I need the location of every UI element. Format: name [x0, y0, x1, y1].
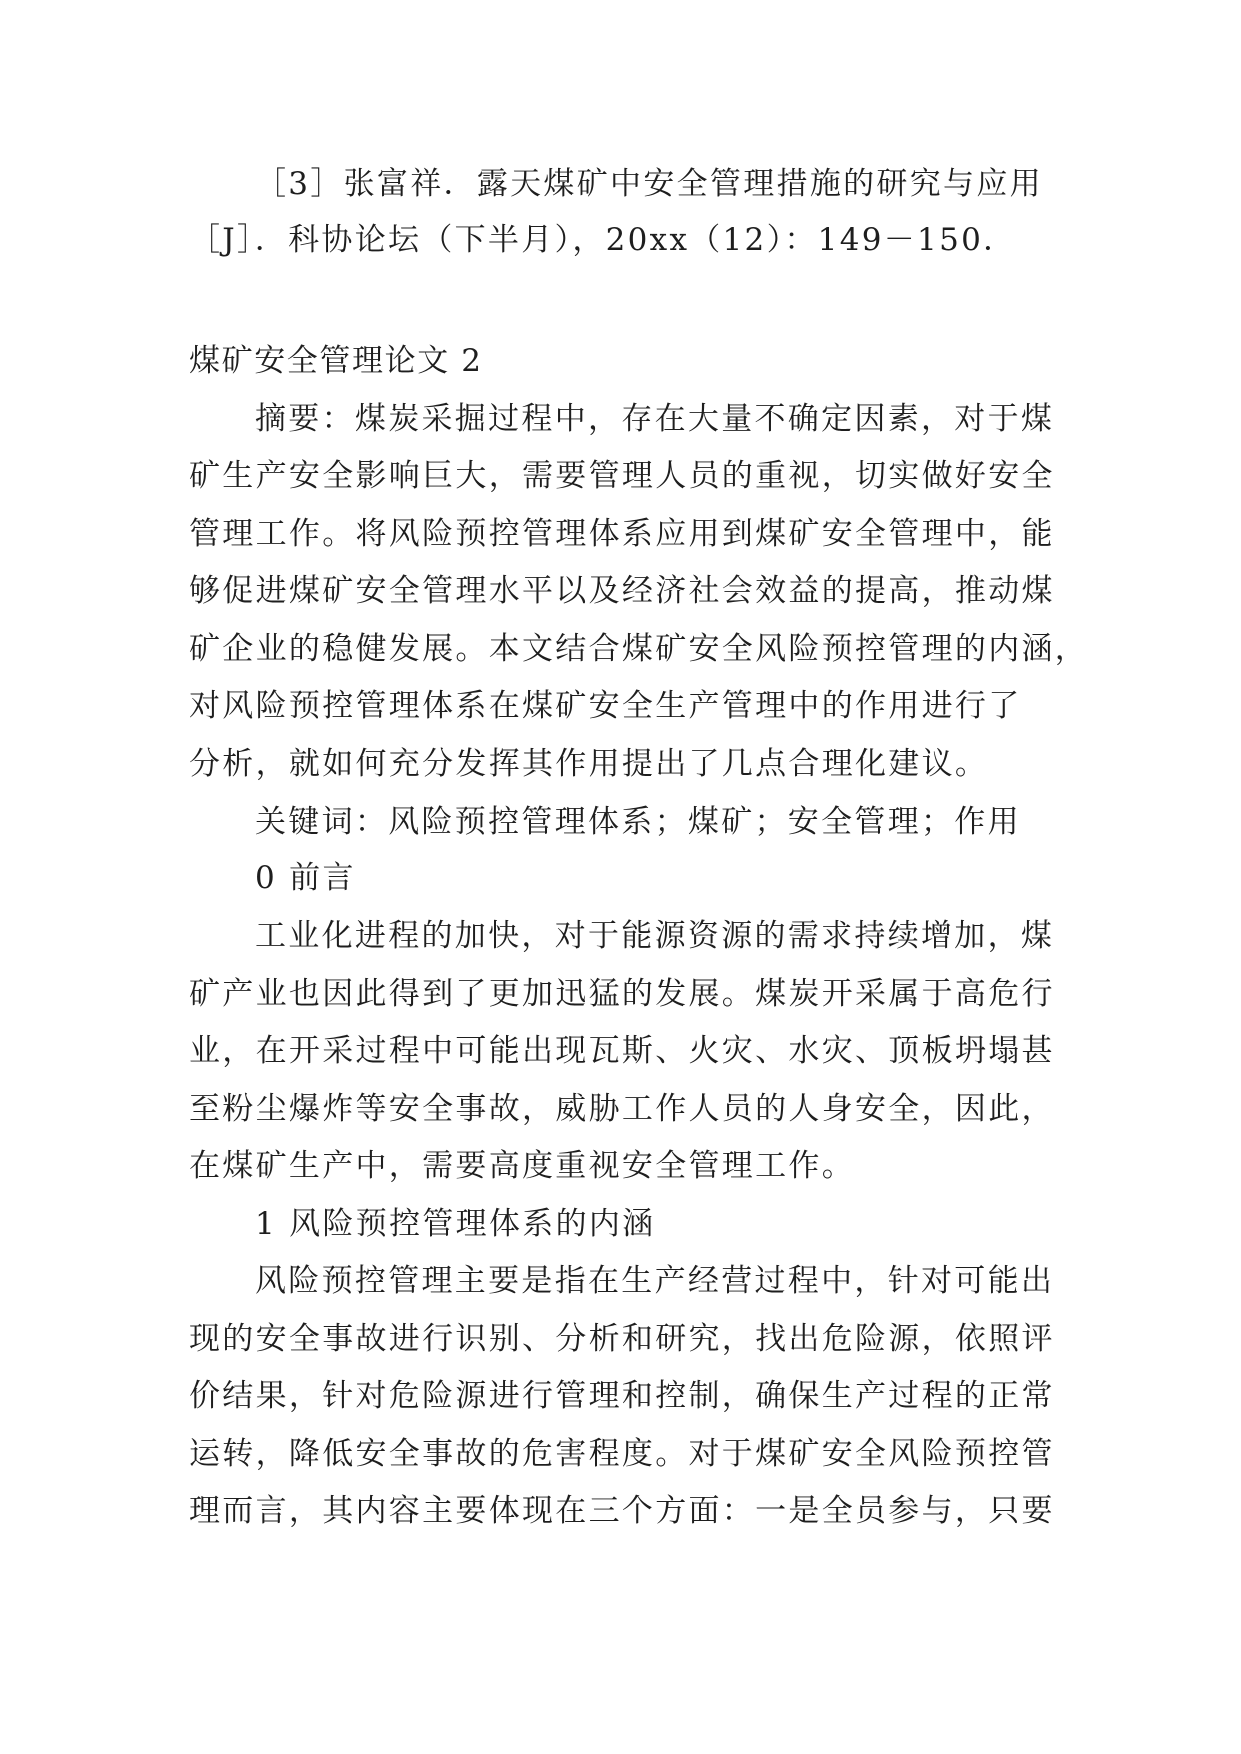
abstract-line: 摘要：煤炭采掘过程中，存在大量不确定因素，对于煤 [255, 401, 1055, 437]
abstract-line: 分析，就如何充分发挥其作用提出了几点合理化建议。 [189, 746, 989, 782]
paragraph-line: 业，在开采过程中可能出现瓦斯、火灾、水灾、顶板坍塌甚 [189, 1033, 1055, 1069]
paragraph-line: 矿产业也因此得到了更加迅猛的发展。煤炭开采属于高危行 [189, 976, 1055, 1012]
abstract-line: 矿生产安全影响巨大，需要管理人员的重视，切实做好安全 [189, 458, 1055, 494]
paragraph-line: 在煤矿生产中，需要高度重视安全管理工作。 [189, 1148, 855, 1184]
abstract-line: 够促进煤矿安全管理水平以及经济社会效益的提高，推动煤 [189, 573, 1055, 609]
abstract-line: 对风险预控管理体系在煤矿安全生产管理中的作用进行了 [189, 688, 1022, 724]
paragraph-line: 至粉尘爆炸等安全事故，威胁工作人员的人身安全，因此， [189, 1091, 1055, 1127]
paragraph-line: 风险预控管理主要是指在生产经营过程中，针对可能出 [255, 1263, 1055, 1299]
paragraph-line: 运转，降低安全事故的危害程度。对于煤矿安全风险预控管 [189, 1436, 1055, 1472]
reference-line: ［3］张富祥．露天煤矿中安全管理措施的研究与应用 [255, 166, 1043, 202]
paragraph-line: 价结果，针对危险源进行管理和控制，确保生产过程的正常 [189, 1378, 1055, 1414]
paragraph-line: 工业化进程的加快，对于能源资源的需求持续增加，煤 [255, 918, 1055, 954]
reference-line: ［J］．科协论坛（下半月），20xx（12）：149－150． [189, 222, 1017, 258]
abstract-line: 管理工作。将风险预控管理体系应用到煤矿安全管理中，能 [189, 516, 1055, 552]
paragraph-line: 现的安全事故进行识别、分析和研究，找出危险源，依照评 [189, 1321, 1055, 1357]
section-heading: 0 前言 [255, 860, 356, 896]
abstract-line: 矿企业的稳健发展。本文结合煤矿安全风险预控管理的内涵， [189, 631, 1089, 667]
keywords-line: 关键词：风险预控管理体系；煤矿；安全管理；作用 [255, 804, 1021, 840]
section-heading: 1 风险预控管理体系的内涵 [255, 1206, 656, 1242]
paragraph-line: 理而言，其内容主要体现在三个方面：一是全员参与，只要 [189, 1493, 1055, 1529]
article-title: 煤矿安全管理论文 2 [189, 343, 483, 379]
